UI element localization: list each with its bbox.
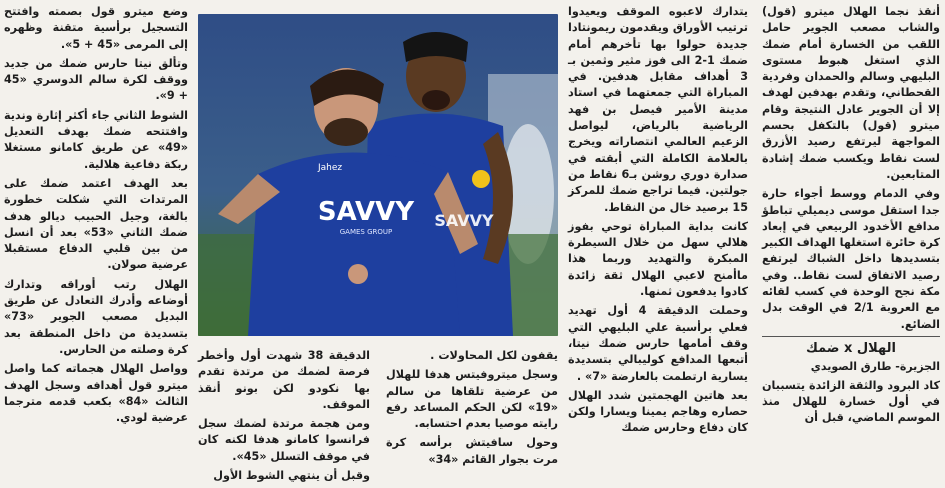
- article-column-4: [4, 4, 188, 429]
- kit-brand: Jahez: [318, 163, 343, 173]
- byline: الجزيرة- طارق الصويدي: [810, 360, 940, 374]
- paragraph: بعد هاتين الهجمتين شدد الهلال حصاره وهاجم يمينا ويسارا ولكن كان دفاع وحارس ضمك: [568, 388, 748, 435]
- paragraph: وضع ميترو قول بصمته وافتتح التسجيل برأسية متقنة وظهره إلى المرمى «45 + 5».: [4, 5, 188, 51]
- paragraph: ومن هجمة مرتدة لضمك سجل فرانسوا كامانو هدفا لكنه كان في موقف التسلل «45».: [198, 417, 370, 463]
- paragraph: وقبل أن ينتهي الشوط الأول: [213, 469, 370, 483]
- sponsor-logo-2: SAVVY: [434, 211, 494, 230]
- section-headline: الهلال x ضمك: [806, 340, 896, 356]
- paragraph: وواصل الهلال هجماته كما واصل ميترو قول أهدافه وسجل الهدف الثالث «84» بكعب قدمه مترجما عرضية لودي.: [4, 362, 188, 425]
- sponsor-subtitle: GAMES GROUP: [339, 228, 393, 236]
- paragraph: وفي الدمام ووسط أجواء حارة جدا استقل موسى ديميلي تباطؤ مدافع الأخدود الربيعي في إبعاد كرة حائرة استغلها الهداف الكبير بتسديدها داخل الشباك ليرتفع رصيد الاتفاق لست نقاط.. وفي مكة نجح الوحدة في كسب لقائه مع العروبة 2/1 في الوقت بدل الضائع.: [762, 187, 941, 331]
- sub-column-right: [386, 348, 558, 471]
- paragraph: بعد الهدف اعتمد ضمك على المرتدات التي شكلت خطورة بالغة، وجيل الحبيب ديالو هدف ضمك الثاني «53» بعد أن انسل من بين قلبي الدفاع مستقبلا عرضية صولان.: [4, 176, 188, 272]
- sub-column-left: [198, 348, 370, 487]
- paragraph: وسجل ميتروفيتس هدفا للهلال من عرضية تلقاها من سالم «19» لكن الحكم المساعد رفع رايته موصيا بعدم احتسابه.: [386, 368, 558, 431]
- paragraph: كاد البرود والثقة الزائدة يتسببان في أول خسارة للهلال منذ الموسم الماضي، قبل أن: [762, 378, 940, 425]
- paragraph: الدقيقة 38 شهدت أول وأخطر فرصة لضمك من مرتدة تقدم بها نكودو لكن بونو أنقذ الموقف.: [198, 349, 370, 411]
- paragraph: كانت بداية المباراة توحي بفوز هلالي سهل من خلال السيطرة المبكرة والتهديد وربما هذا ماأمنح لاعبي الهلال ثقة زائدة كادوا يدفعون ثمنها.: [568, 219, 748, 299]
- article-column-2: [568, 4, 748, 440]
- sponsor-logo: SAVVY: [317, 197, 415, 227]
- article-column-1: [762, 4, 940, 429]
- players-celebration-image: [198, 14, 558, 336]
- divider: [762, 336, 940, 337]
- paragraph: وتألق نيتا حارس ضمك من جديد ووقف لكرة سالم الدوسري «45 + 9».: [4, 56, 188, 103]
- paragraph: وحول سافيتش برأسه كرة مرت بجوار القائم «34»: [386, 436, 558, 466]
- paragraph: وحملت الدقيقة 4 أول تهديد فعلي برأسية علي البليهي التي وقف أمامها حارس ضمك نيتا، أتبعها المدافع كوليبالي بتسديدة يسارية ارتطمت بالعارضة «7» .: [568, 304, 748, 383]
- paragraph: الهلال رتب أوراقه وتدارك أوضاعه وأدرك التعادل عن طريق البديل مصعب الجوير «73» بتسديدة من داخل المنطقة بعد كرة وصلته من الحارس.: [4, 277, 188, 356]
- paragraph: يتدارك لاعبوه الموقف ويعيدوا ترتيب الأوراق ويقدمون ريمونتادا جديدة حولوا بها تأخرهم أمام ضمك 1-2 الى فوز مثير وثمين بـ 3 أهداف مقابل هدفين. في المباراة التي جمعتهما في استاد مدينة الأمير فيصل بن فهد الرياضية بالرياض، ليواصل الزعيم العالمي انتصاراته ويخرج بالعلامة الكاملة التي أبقته في صدارة دوري روشن بـ6 نقاط من جولتين. فيما تراجع ضمك للمركز 15 برصيد خال من النقاط.: [568, 5, 749, 214]
- paragraph: الشوط الثاني جاء أكثر إثارة وندية وافتتحه ضمك بهدف التعديل «49» عن طريق كامانو مستغلا ربكة دفاعية هلالية.: [4, 108, 188, 171]
- match-photo: [198, 14, 558, 336]
- paragraph: أنقذ نجما الهلال ميترو (قول) والشاب مصعب الجوير حامل اللقب من الخسارة أمام ضمك الذي استغل هبوط مستوى البليهي وسالم والحمدان وفردية القحطاني، وتقدم بهدفين لهدف إلا أن الجوير عادل النتيجة وقام ميترو (قول) بالتكفل بحسم المواجهة ليرتفع رصيد الأزرق لست نقاط ويكسب ضمك إشادة المتابعين.: [762, 5, 940, 181]
- paragraph: يقفون لكل المحاولات .: [430, 349, 558, 362]
